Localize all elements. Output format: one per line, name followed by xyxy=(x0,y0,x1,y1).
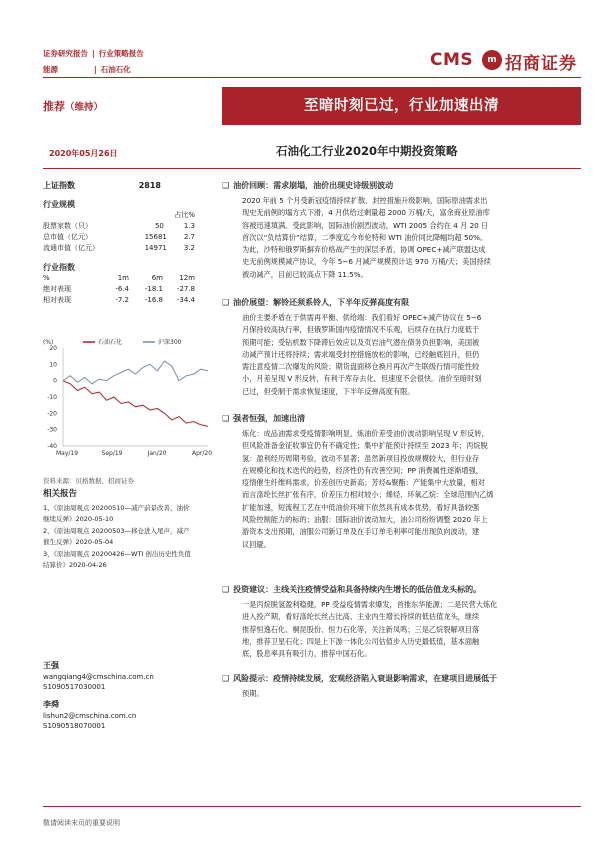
perf-row: 绝对表现 -6.4 -18.1 -27.8 xyxy=(43,285,195,293)
section-body xyxy=(242,599,581,660)
section-line: 风险控制能力的标的；油服：国际油价波动加大，油公司纷纷调整 2020 年上 xyxy=(242,515,488,525)
index-row: 上证指数 2818 xyxy=(43,181,161,190)
section-line: 需注意疫情二次爆发的风险；期货盘面移仓换月再次产生联级行情可能性较 xyxy=(242,362,480,372)
legend-label: 石油石化 xyxy=(98,339,123,346)
section-body xyxy=(242,428,581,551)
scale-row: 总市值（亿元） 15681 2.7 xyxy=(43,233,195,241)
section-title: ❑ 油价回顾：需求崩塌，油价出现史诗级别波动 xyxy=(222,180,393,191)
scale-col-head: 占比% xyxy=(174,211,195,219)
section-line: 小，月差呈现 V 形反转，有利于库存去化，但速度不会很快。油价至暗时刻 xyxy=(242,374,482,384)
y-tick-label: 10 xyxy=(49,361,57,369)
series-line-benchmark xyxy=(63,361,208,384)
y-tick-label: 0 xyxy=(53,377,57,385)
section-line: 预期。 xyxy=(242,689,264,698)
related-item[interactable]: 2、《原油周观点 20200503—移仓进入尾声，减产催生反弹》2020-05-04 xyxy=(43,527,190,546)
section-title: ❑ 风险提示：疫情持续发展，宏观经济陷入衰退影响需求，在建项目进展低于 xyxy=(222,673,497,684)
cms-emblem-icon: m xyxy=(482,50,502,70)
perf-title: 行业指数 xyxy=(43,263,75,272)
section-line: 现史无前例的塌方式下滑，4 月供给过剩量超 2000 万桶/天，富余商业原油库 xyxy=(242,208,490,218)
section-line: 疫情催生纤维料需求，价差创历史新高；芳烃&聚酯：产能集中大放量，相对 xyxy=(242,478,485,488)
legend-label: 沪深300 xyxy=(158,339,182,346)
cms-logo: CMS m 招商证券 xyxy=(430,50,577,74)
analyst-email[interactable]: wangqiang4@cmschina.com.cn xyxy=(43,672,154,681)
x-tick-label: Jan/20 xyxy=(147,450,167,457)
x-tick-label: Sep/19 xyxy=(101,450,123,457)
section-line: 被动减产，目前已较高点下降 11.5%。 xyxy=(242,269,368,279)
section-line: 议回避。 xyxy=(242,539,271,549)
section-line: 动减产预计还将持续；需求端受封控措施放松的影响，已经触底回升，但仍 xyxy=(242,349,480,359)
y-tick-label: -10 xyxy=(47,394,57,401)
rating: 推荐（维持） xyxy=(43,100,104,113)
left-sidebar xyxy=(43,180,195,306)
section-line: 氢：盈利经历周期考验，波动不显著；虽然新项目投放规模较大，但行业存 xyxy=(242,453,480,463)
section-line: 地，推荐卫星石化；四是上下游一体化公司估值步入历史最低值，基本面触 xyxy=(242,636,480,646)
section-line: 但风险准备金征收事宜仍有不确定性；集中扩能预计持续至 2023 年；丙烷脱 xyxy=(242,441,488,451)
section-body xyxy=(242,688,581,700)
scale-title: 行业规模 xyxy=(43,200,75,209)
y-axis-label: (%) xyxy=(43,339,54,346)
section-line: 油价主要矛盾在于供需再平衡、供给端：我们看好 OPEC+减产协议在 5~6 xyxy=(242,313,482,322)
section-title: ❑ 投资建议：主线关注疫情受益和具备持续内生增长的低估值龙头标的。 xyxy=(222,584,481,595)
section-line: 在规模化和技术迭代的趋势，经济性仍有改善空间；PP 消费属性逐渐增强， xyxy=(242,465,483,475)
section-line: 进入投产期，看好涤纶长丝占比高、主业内生增长持续的低估值龙头，继续 xyxy=(242,612,480,622)
section-title: ❑ 油价展望：解铃还须系铃人，下半年反弹高度有限 xyxy=(222,297,409,308)
analyst-email[interactable]: lishun2@cmschina.com.cn xyxy=(43,711,137,720)
analyst-card xyxy=(43,700,136,732)
analyst-id: S1090518070001 xyxy=(43,722,106,730)
perf-header: % 1m 6m 12m xyxy=(43,274,195,282)
y-tick-label: -30 xyxy=(47,426,57,434)
report-sector: 能源 | 石油石化 xyxy=(43,65,131,74)
performance-chart xyxy=(43,336,213,466)
report-date: 2020年05月26日 xyxy=(49,149,118,158)
section-body xyxy=(242,312,581,398)
report-subtitle: 石油化工行业2020年中期投资策略 xyxy=(276,144,458,158)
section-line: 游资本支出预期，油服公司新订单及在手订单毛利率可能出现负向波动，建 xyxy=(242,527,480,537)
scale-row: 流通市值（亿元） 14971 3.2 xyxy=(43,244,195,252)
analyst-card xyxy=(43,661,154,693)
y-tick-label: -20 xyxy=(47,410,57,418)
series-line-sector xyxy=(63,381,208,427)
section-line: 已过，但受制于需求恢复速度，下半年反弹高度有限。 xyxy=(242,386,415,396)
chart-source: 资料来源：贝格数据、招商证券 xyxy=(43,477,134,485)
section-line: 一是丙烷脱氢盈利稳健，PP 受益疫情需求爆发，首推东华能源；二是民营大炼化 xyxy=(242,600,498,609)
section-line: 底，股息率具有吸引力，推荐中国石化。 xyxy=(242,649,372,659)
top-divider xyxy=(43,77,581,78)
section-line: 月保持较高执行率，但俄罗斯国内疫情情况不乐观，后续存在执行力度低于 xyxy=(242,325,480,335)
section-line: 容被迅速填满。受此影响，国际油价剧烈波动，WTI 2005 合约在 4 月 20 日 xyxy=(242,220,489,230)
section-line: 推荐恒逸石化、桐昆股份、恒力石化等，关注新凤鸣；三是乙烷裂解项目落 xyxy=(242,624,480,634)
bottom-divider xyxy=(43,806,581,807)
section-line: 首次以“负结算价”结算，二季度迄今布伦特和 WTI 油价同比降幅均超 50%。 xyxy=(242,232,488,242)
section-line: 而言涤纶长丝扩张有序，价差压力相对较小；烯烃、环氧乙烷：全球范围内乙烯 xyxy=(242,490,494,500)
y-tick-label: -40 xyxy=(47,443,57,450)
footer-note: 敬请阅读末页的重要说明 xyxy=(43,819,120,827)
section-line: 为此，沙特和俄罗斯摒弃价格战产生的深层矛盾，协调 OPEC+减产联盟达成 xyxy=(242,245,486,255)
analyst-id: S1090517030001 xyxy=(43,683,106,691)
report-title: 至暗时刻已过，行业加速出清 xyxy=(222,87,581,125)
related-title: 相关报告 xyxy=(43,489,78,499)
section-line: 史无前例规模减产协议，今年 5~6 月减产规模预计达 970 万桶/天；美国持续 xyxy=(242,257,491,267)
report-type: 证券研究报告 | 行业策略报告 xyxy=(43,49,144,58)
x-tick-label: May/19 xyxy=(55,450,79,457)
mid-divider xyxy=(43,168,581,169)
section-line: 扩能加速，短流程工艺在中低油价环境下依然具有成本优势，看好具备较强 xyxy=(242,502,480,512)
section-body xyxy=(242,195,581,281)
related-list xyxy=(43,503,195,572)
x-tick-label: Apr/20 xyxy=(191,450,213,457)
related-item[interactable]: 1、《原油周观点 20200510—减产前景改善，油价继续反弹》2020-05-10 xyxy=(43,504,190,523)
section-title: ❑ 强者恒强，加速出清 xyxy=(222,413,305,424)
section-line: 炼化：成品油需求受疫情影响明显，炼油价差受油价波动影响呈现 V 形反转， xyxy=(242,429,489,438)
analyst-name: 李舜 xyxy=(43,700,59,709)
y-tick-label: 20 xyxy=(49,345,57,352)
related-item[interactable]: 3、《原油周观点 20200426—WTI 创出历史性负值结算价》2020-04-26 xyxy=(43,550,191,569)
scale-row: 股票家数（只） 50 1.3 xyxy=(43,222,195,230)
perf-row: 相对表现 -7.2 -16.8 -34.4 xyxy=(43,296,195,304)
section-line: 2020 年前 5 个月受新冠疫情持续扩散、封控措施升级影响，国际原油需求出 xyxy=(242,196,488,205)
analyst-name: 王强 xyxy=(43,661,59,670)
section-line: 预期可能；受钻机数下降滞后效应以及页岩油气潜在债务负担影响，美国被 xyxy=(242,337,480,347)
